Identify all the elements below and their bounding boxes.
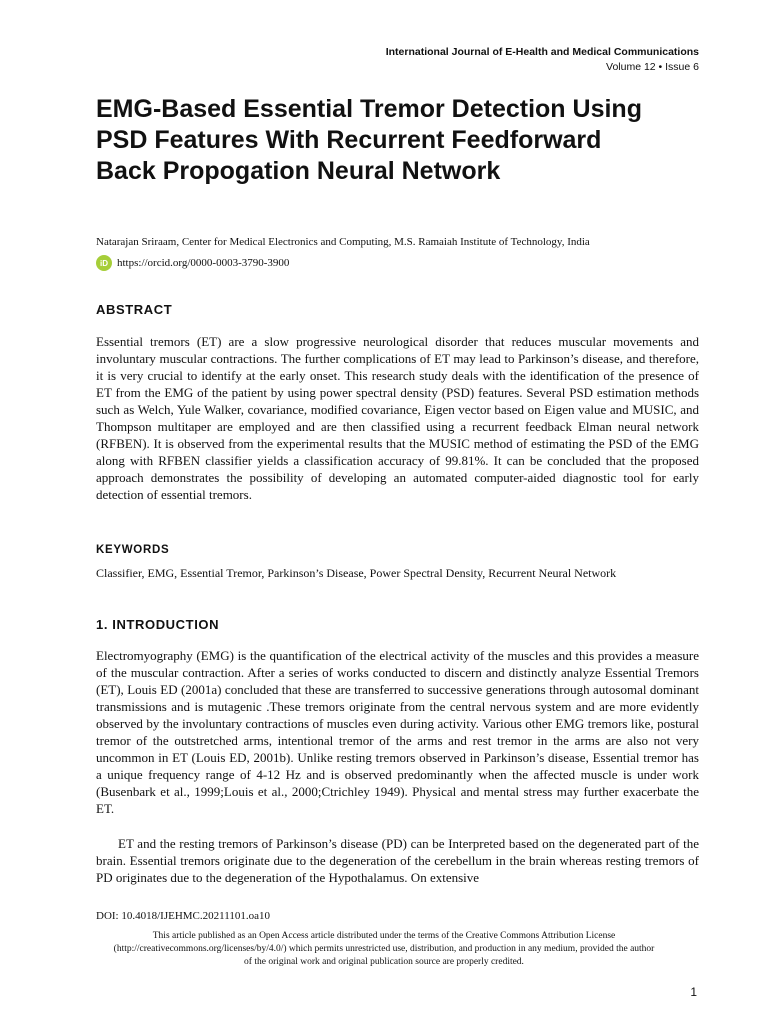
introduction-paragraph-1: Electromyography (EMG) is the quantification of the electrical activity of the muscles and this provides a measure of the muscular contraction. After a series of works conducted to discern and distinctly analyze Essential Tremors (ET), Louis ED (2001a) concluded that these are transferred to successive generations through autosomal dominant transmissions and is mutagenic .These tremors originate from the central nervous system and are more evidently observed by the involuntary contractions of muscles even during activity. Various other EMG tremors like, postural tremor of the outstretched arms, intentional tremor of the arms and rest tremor in the arms are also not very uncommon in ET (Louis ED, 2001b). Unlike resting tremors observed in Parkinson’s disease, Essential tremor has a unique frequency range of 4-12 Hz and is observed predominantly when the affected muscle is under work (Busenbark et al., 1999;Louis et al., 2000;Ctrichley 1949). Physical and mental stress may further exacerbate the ET. <box>96 648 699 816</box>
doi[interactable]: DOI: 10.4018/IJEHMC.20211101.oa10 <box>96 910 270 922</box>
introduction-heading: 1. INTRODUCTION <box>96 617 220 632</box>
article-title: EMG-Based Essential Tremor Detection Using PSD Features With Recurrent Feedforward Back Propogation Neural Network <box>96 95 642 185</box>
abstract-heading: ABSTRACT <box>96 302 173 317</box>
orcid-link[interactable]: https://orcid.org/0000-0003-3790-3900 <box>117 257 290 269</box>
introduction-paragraph-2: ET and the resting tremors of Parkinson’s disease (PD) can be Interpreted based on the degenerated part of the brain. Essential tremors originate due to the degeneration of the cerebellum in the brain whereas resting tremors of PD originates due to the degeneration of the Hypothalamus. On extensive <box>96 836 699 885</box>
keywords-text: Classifier, EMG, Essential Tremor, Parkinson’s Disease, Power Spectral Density, Recurrent Neural Network <box>96 566 617 580</box>
keywords-heading: KEYWORDS <box>96 544 170 556</box>
abstract-text: Essential tremors (ET) are a slow progressive neurological disorder that reduces muscular movements and involuntary muscular contractions. The further complications of ET may lead to Parkinson’s disease, and therefore, it is very crucial to identify at the early onset. This research study deals with the identification of the presence of ET from the EMG of the patient by using power spectral density (PSD) features. Several PSD estimation methods such as Welch, Yule Walker, covariance, modified covariance, Eigen vector based on Eigen value and MUSIC, and Thompson multitaper are employed and are then classified using a recurrent feedback Elman neural network (RFBEN). It is observed from the experimental results that the MUSIC method of estimating the PSD of the EMG along with RFBEN classifier yields a classification accuracy of 99.81%. It can be concluded that the proposed approach demonstrates the possibility of developing an automated computer-aided diagnostic tool for early detection of essential tremors. <box>96 334 699 502</box>
volume-issue: Volume 12 • Issue 6 <box>606 61 699 73</box>
orcid-row <box>96 255 289 271</box>
license-notice: This article published as an Open Access article distributed under the terms of the Creative Commons Attribution License (http://creativecommons.org/licenses/by/4.0/) which permits unrestricted use, distribution, and production in any medium, provided the author of the original work and original publication source are properly credited. <box>113 931 655 967</box>
author-affiliation: Natarajan Sriraam, Center for Medical Electronics and Computing, M.S. Ramaiah Institute of Technology, India <box>96 236 590 248</box>
page-number: 1 <box>690 985 697 999</box>
orcid-icon[interactable]: iD <box>96 255 112 271</box>
journal-name: International Journal of E-Health and Medical Communications <box>385 46 699 58</box>
